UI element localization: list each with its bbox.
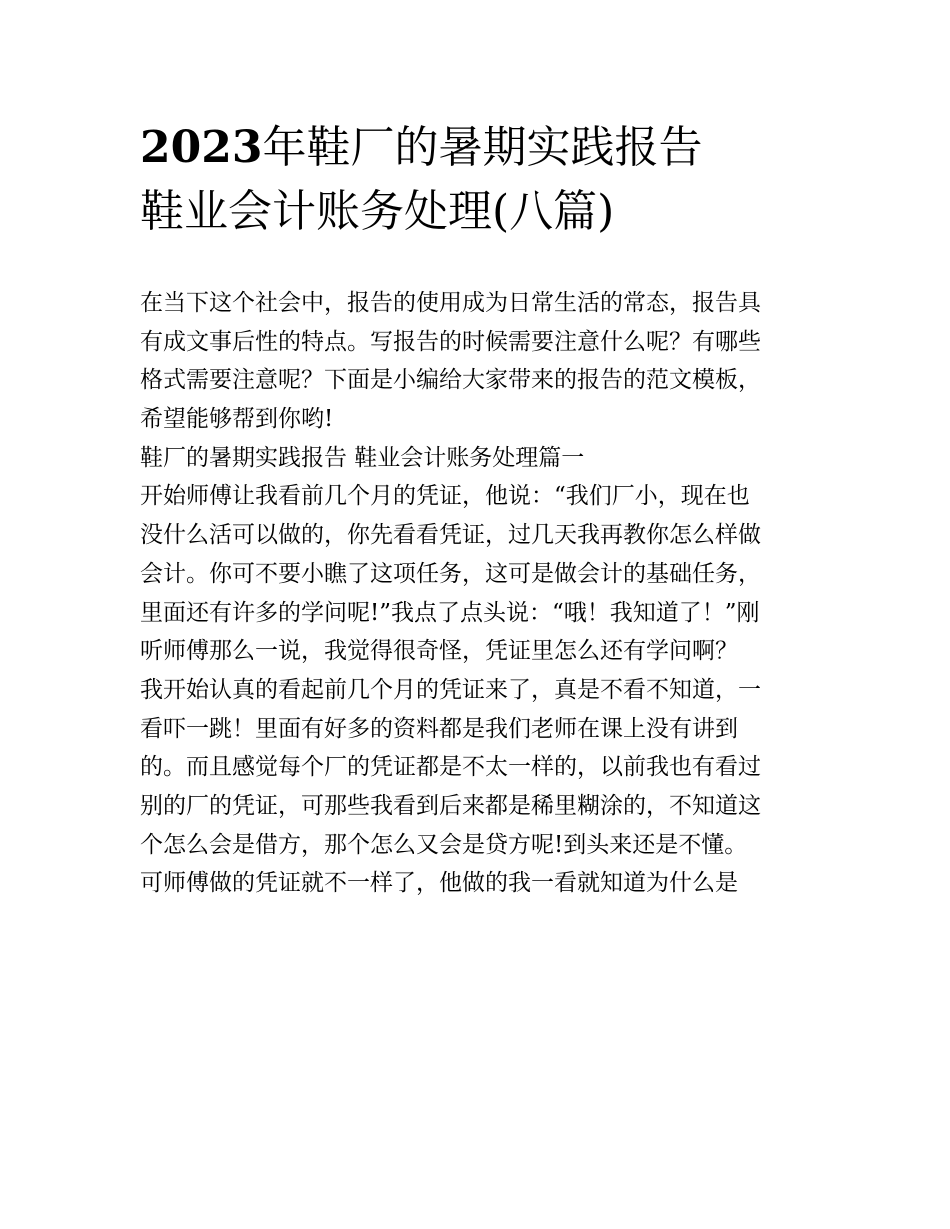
title-line-1 [140,116,820,180]
body-line: 可师傅做的凭证就不一样了，他做的我一看就知道为什么是 [140,870,738,897]
body-line: 会计。你可不要小瞧了这项任务，这可是做会计的基础任务， [140,560,761,587]
body-line: 在当下这个社会中，报告的使用成为日常生活的常态，报告具 [140,290,761,316]
body-line: 听师傅那么一说，我觉得很奇怪，凭证里怎么还有学问啊？ [140,638,738,665]
body-line: 个怎么会是借方，那个怎么又会是贷方呢!到头来还是不懂。 [140,831,748,858]
body-line: 的。而且感觉每个厂的凭证都是不太一样的，以前我也有看过 [140,754,761,781]
body-line: 开始师傅让我看前几个月的凭证，他说：“我们厂小，现在也 [140,483,750,510]
title-line-1-text: 年鞋厂的暑期实践报告 [262,122,703,173]
document-body [140,284,830,903]
body-line: 希望能够帮到你哟! [140,406,334,433]
body-line: 看吓一跳！里面有好多的资料都是我们老师在课上没有讲到 [140,715,738,742]
body-line: 有成文事后性的特点。写报告的时候需要注意什么呢？有哪些 [140,328,761,355]
body-line: 格式需要注意呢？下面是小编给大家带来的报告的范文模板， [140,367,761,394]
body-line: 我开始认真的看起前几个月的凭证来了，真是不看不知道，一 [140,676,761,703]
section-heading: 鞋厂的暑期实践报告 鞋业会计账务处理篇一 [140,444,585,471]
body-line: 没什么活可以做的，你先看看凭证，过几天我再教你怎么样做 [140,522,761,549]
title-year: 2023 [140,122,263,173]
body-line: 别的厂的凭证，可那些我看到后来都是稀里糊涂的，不知道这 [140,792,761,819]
document-title [140,116,820,244]
title-line-2: 鞋业会计账务处理(八篇) [140,186,615,237]
body-line: 里面还有许多的学问呢!”我点了点头说：“哦！我知道了！”刚 [140,599,760,626]
